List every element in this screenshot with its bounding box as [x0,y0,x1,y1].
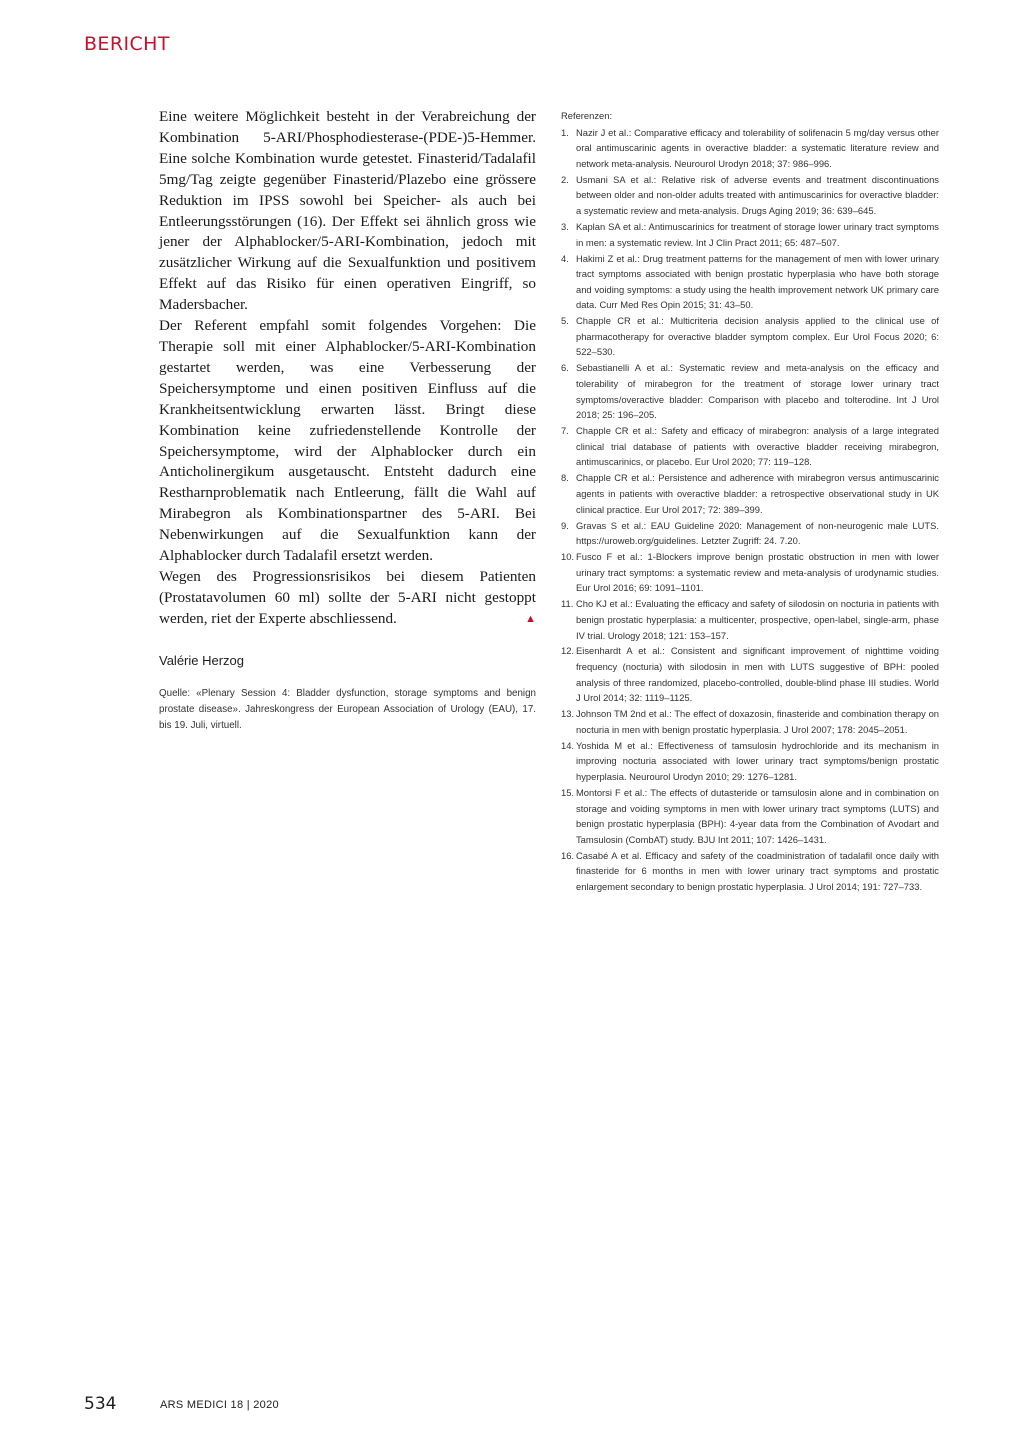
reference-number: 16. [561,849,575,861]
reference-text: Usmani SA et al.: Relative risk of adverse events and treatment discontinuations between older and non-older adults treated with antimuscarinics for overactive bladder: a systematic review and meta-analysis. Drugs Aging 2019; 36: 639–645. [576,173,939,216]
reference-number: 15. [561,787,575,798]
reference-text: Kaplan SA et al.: Antimuscarinics for treatment of storage lower urinary tract symptoms in men: a systematic review. Int J Clin Pract 2011; 65: 487–507. [576,220,939,248]
reference-text: Cho KJ et al.: Evaluating the efficacy and safety of silodosin on nocturia in patients with benign prostatic hyperplasia: a multicenter, prospective, open-label, single-arm, phase IV trial. Urology 2018; 121: 153–157. [576,598,939,641]
reference-text: Chapple CR et al.: Multicriteria decision analysis applied to the clinical use of pharmacotherapy for overactive bladder symptom complex. Eur Urol Focus 2020; 6: 522–530. [576,315,939,358]
reference-item [561,738,939,785]
reference-item [561,848,939,895]
reference-text: Fusco F et al.: 1-Blockers improve benign prostatic obstruction in men with lower urinary tract symptoms: a systematic review and meta-analysis of urodynamic studies. Eur Urol 2016; 69: 1091–1101. [576,551,939,594]
reference-item [561,785,939,847]
reference-text: Casabé A et al. Efficacy and safety of the coadministration of tadalafil once daily with finasteride for 6 months in men with lower urinary tract symptoms and prostatic enlargement secondary to benign prostatic hyperplasia. J Urol 2014; 191: 727–733. [576,849,939,892]
reference-text: Montorsi F et al.: The effects of dutasteride or tamsulosin alone and in combination on storage and voiding symptoms in men with lower urinary tract symptoms (LUTS) and benign prostatic hyperplasia (BPH): 4-year data from the Combination of Avodart and Tamsulosin (CombAT) study. BJU Int 2011; 107: 1426–1431. [576,787,939,845]
references-heading: Referenzen: [561,110,613,121]
reference-text: Sebastianelli A et al.: Systematic review and meta-analysis on the efficacy and tolerability of mirabegron for the treatment of storage lower urinary tract symptoms/overactive bladder: Comparison with placebo and tolterodine. Int J Urol 2018; 25: 196–205. [576,362,939,421]
reference-number: 6. [561,362,569,374]
reference-number: 7. [561,425,569,437]
reference-text: Chapple CR et al.: Persistence and adherence with mirabegron versus antimuscarinic agents in patients with overactive bladder: a retrospective observational study in UK clinical practice. Eur Urol 2017; 72: 389–399. [576,472,939,515]
reference-item [561,470,939,517]
page-number: 534 [84,1394,117,1414]
reference-item [561,706,939,737]
reference-number: 10. [561,551,575,563]
reference-number: 13. [561,708,575,720]
reference-number: 2. [561,173,569,185]
reference-item [561,251,939,313]
article-body [159,107,536,734]
reference-item [561,423,939,470]
reference-item [561,643,939,705]
reference-number: 12. [561,645,575,657]
references-section [561,108,939,895]
reference-item [561,125,939,172]
reference-text: Gravas S et al.: EAU Guideline 2020: Management of non-neurogenic male LUTS. https://uroweb.org/guidelines. Letzter Zugriff: 24. 7.20. [576,519,939,547]
reference-text: Yoshida M et al.: Effectiveness of tamsulosin hydrochloride and its mechanism in improving nocturia associated with lower urinary tract symptoms/benign prostatic hyperplasia. Neurourol Urodyn 2010; 29: 1276–1281. [576,739,939,783]
reference-number: 3. [561,220,569,232]
reference-item [561,360,939,422]
article-paragraph: Der Referent empfahl somit folgendes Vorgehen: Die Therapie soll mit einer Alphablocker/5-ARI-Kombination gestartet werden, was eine Verbesserung der Speichersymptome und einen positiven Einfluss auf die Krankheitsentwicklung erwarten lässt. Bringt diese Kombination keine zufriedenstellende Kontrolle der Speichersymptome, wird der Alphablocker durch ein Anticholinergikum ausgetauscht. Entsteht dadurch eine Restharnproblematik nach Entleerung, fällt die Wahl auf Mirabegron als Kombinationspartner des 5-ARI. Bei Nebenwirkungen auf die Sexualfunktion kann der Alphablocker durch Tadalafil ersetzt werden. [159,317,536,565]
reference-number: 4. [561,252,569,264]
section-label: BERICHT [84,33,170,55]
reference-item [561,313,939,360]
reference-item [561,549,939,596]
reference-text: Chapple CR et al.: Safety and efficacy of mirabegron: analysis of a large integrated clinical trial database of patients with overactive bladder receiving mirabegron, antimuscarinics, or placebo. Eur Urol 2020; 77: 119–128. [576,425,939,468]
article-paragraph: Eine weitere Möglichkeit besteht in der Verabreichung der Kombination 5-ARI/Phosphodiesterase-(PDE-)5-Hemmer. Eine solche Kombination wurde getestet. Finasterid/Tadalafil 5mg/Tag zeigte gegenüber Finasterid/Plazebo eine grössere Reduktion im IPSS sowohl bei Speicher- als auch bei Entleerungsstörungen (16). Der Effekt sei ähnlich gross wie jener der Alphablocker/5-ARI-Kombination, jedoch mit zusätzlicher Wirkung auf die Sexualfunktion und positivem Effekt auf das Risiko für einen operativen Eingriff, so Madersbacher. [159,108,536,314]
reference-text: Johnson TM 2nd et al.: The effect of doxazosin, finasteride and combination therapy on nocturia in men with benign prostatic hyperplasia. J Urol 2007; 178: 2045–2051. [576,708,939,735]
article-paragraph-text: Wegen des Progressionsrisikos bei diesem Patienten (Prostatavolumen 60 ml) sollte der 5-ARI nicht gestoppt werden, riet der Experte abschliessend. [159,567,536,627]
author-name: Valérie Herzog [159,652,245,668]
reference-item [561,518,939,549]
reference-item [561,172,939,219]
source-note: Quelle: «Plenary Session 4: Bladder dysfunction, storage symptoms and benign prostate disease». Jahreskongress der European Association of Urology (EAU), 17. bis 19. Juli, virtuell. [159,687,536,731]
reference-number: 9. [561,519,569,531]
reference-number: 8. [561,472,569,484]
reference-text: Nazir J et al.: Comparative efficacy and tolerability of solifenacin 5 mg/day versus other oral antimuscarinic agents in overactive bladder: a systematic literature review and network meta-analysis. Neurourol Urodyn 2018; 37: 986–996. [576,126,939,169]
reference-number: 14. [561,739,575,751]
references-list [561,125,939,895]
reference-text: Hakimi Z et al.: Drug treatment patterns for the management of men with lower urinary tract symptoms associated with benign prostatic hyperplasia who have both storage and voiding symptoms: a study using the health improvement network UK primary care data. Curr Med Res Opin 2015; 31: 43–50. [576,252,939,311]
journal-issue: ARS MEDICI 18 | 2020 [160,1399,279,1411]
reference-number: 1. [561,126,569,138]
reference-item [561,219,939,250]
reference-item [561,596,939,643]
reference-text: Eisenhardt A et al.: Consistent and significant improvement of nighttime voiding frequency (nocturia) with silodosin in men with LUTS suggestive of BPH: pooled analysis of three randomized, placebo-controlled, double-blind phase III studies. World J Urol 2014; 32: 1119–1125. [576,645,939,704]
article-paragraph-final [159,567,536,630]
reference-number: 11. [561,598,574,610]
reference-number: 5. [561,315,569,327]
end-of-article-triangle-icon: ▲ [525,612,536,625]
